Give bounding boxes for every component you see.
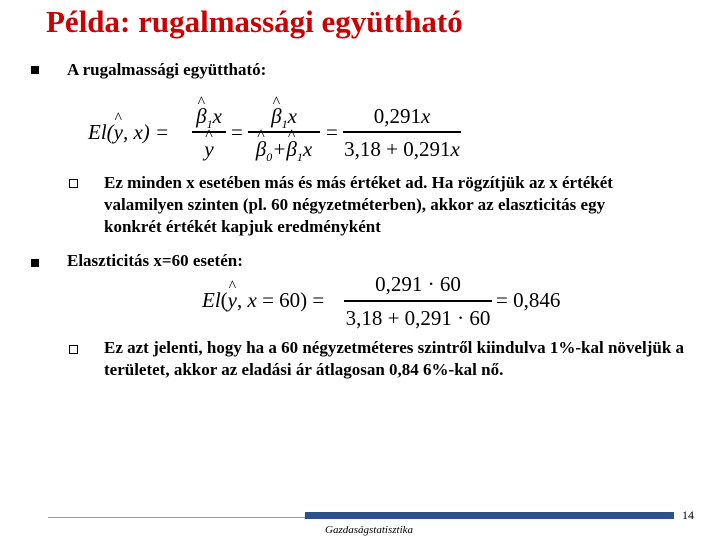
formula-elasticity-x60 [202,272,572,334]
formula1-frac3-num: 0,291x [373,104,431,128]
formula1-eq3: = [326,120,338,144]
bullet-open-square-icon [69,179,78,188]
page-number: 14 [682,508,694,522]
bullet-square-icon [31,66,39,74]
formula1-frac1-den: ^ y [192,137,226,161]
formula1-frac2-den: ^ $\beta_0+\^{}$ $\beta_1x$ [248,137,320,169]
sub-bullet-text-2: Ez azt jelenti, hogy ha a 60 négyzetméteres szintről kiindulva 1%-kal növeljük a területet, akkor az eladási ár átlagosan 0,84 6%-kal nő. [104,338,685,379]
bullet-text-2: Elaszticitás x=60 esetén: [67,251,243,270]
bullet-text-1: A rugalmassági együttható: [67,60,267,79]
formula1-lhs: El(^ y, x) = [88,120,169,144]
footer-course-name: Gazdaságstatisztika [325,524,414,536]
bullet-square-icon [31,259,39,267]
slide-title: Példa: rugalmassági együttható [46,4,463,39]
formula2-lhs: El(^ y, x = 60) = [202,288,324,312]
formula2-result: = 0,846 [496,288,561,312]
formula1-frac3-den: 3,18 + 0,291x [344,137,460,161]
formula2-bar [344,300,492,302]
formula2-num: 0,291 · 60 [375,272,461,296]
sub-bullet-text-1: Ez minden x esetében más és más értéket ad. Ha rögzítjük az x értékét valamilyen szinten (pl. 60 négyzetméterben), akkor az elaszticitás egy konkrét értékét kapjuk eredményként [104,173,613,236]
formula2-den: 3,18 + 0,291 · 60 [345,306,491,330]
formula1-frac3-bar [343,131,461,133]
footer-accent-bar [305,512,674,519]
bullet-open-square-icon [69,345,78,354]
formula1-frac2-num: ^ $\beta_1x$ [248,104,320,136]
formula1-eq2: = [231,120,243,144]
formula-elasticity-general [88,100,468,170]
formula1-frac1-num: ^ $\beta_1x$ [192,104,226,136]
